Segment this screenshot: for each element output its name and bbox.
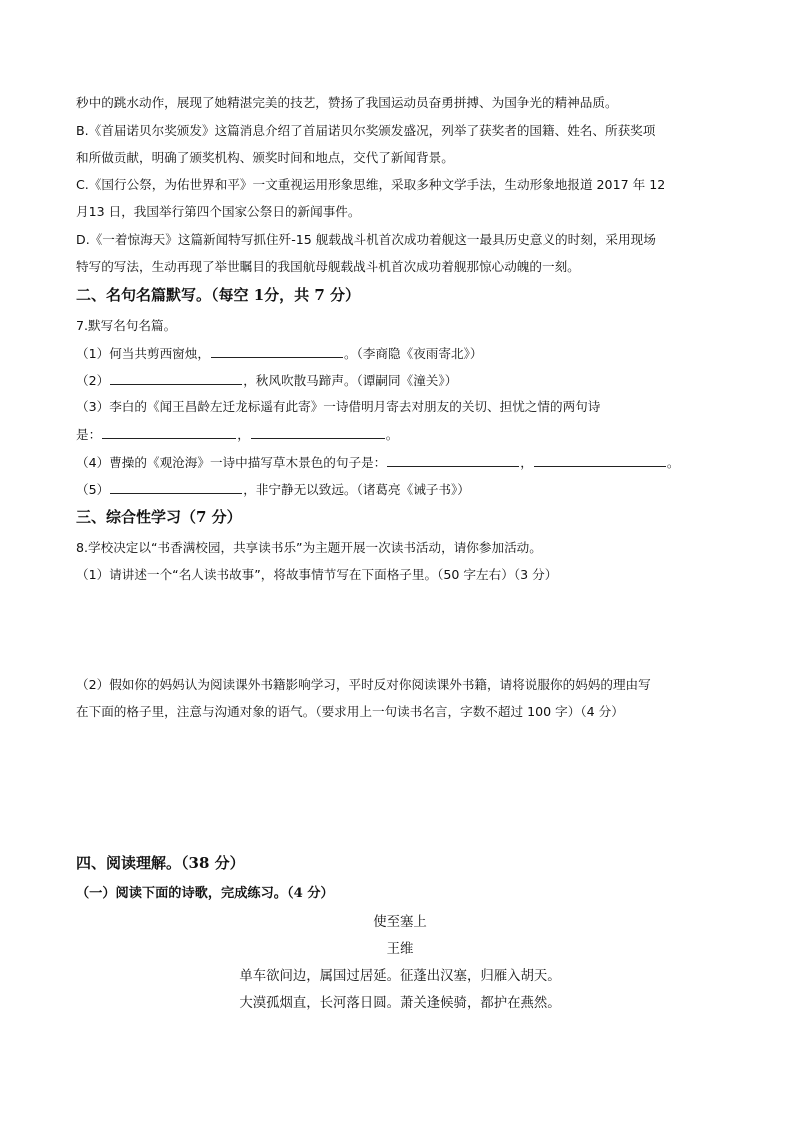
poem-author: 王维 (386, 942, 414, 957)
option-d-line1: D.《一着惊海天》这篇新闻特写抓住歼-15 舰载战斗机首次成功着舰这一最具历史意义的时刻，采用现场 (76, 232, 656, 247)
item-4-separator: ， (520, 455, 533, 470)
item-2 (76, 371, 457, 390)
item-2-prefix: （2） (76, 373, 110, 388)
section4-heading: 四、阅读理解。（38 分） (76, 854, 245, 872)
option-d-line2: 特写的写法，生动再现了举世瞩目的我国航母舰载战斗机首次成功着舰那惊心动魄的一刻。 (76, 259, 580, 274)
item-5 (76, 480, 470, 499)
item-3-prefix: 是： (76, 427, 102, 442)
item-1 (76, 344, 482, 363)
item-3-suffix: 。 (385, 427, 399, 442)
item-3-line1: （3）李白的《闻王昌龄左迁龙标遥有此寄》一诗借明月寄去对朋友的关切、担忧之情的两句诗 (76, 399, 601, 414)
reading-part1-heading: （一）阅读下面的诗歌，完成练习。（4 分） (76, 886, 334, 901)
section3-heading: 三、综合性学习（7 分） (76, 508, 242, 526)
question8-part2-line2: 在下面的格子里，注意与沟通对象的语气。（要求用上一句读书名言，字数不超过 100 字）（4 分） (76, 704, 624, 719)
poem-line: 单车欲问边，属国过居延。征蓬出汉塞，归雁入胡天。 (239, 969, 561, 984)
item-3-line2 (76, 425, 398, 444)
answer-blank[interactable] (211, 344, 343, 358)
option-b-line2: 和所做贡献，明确了颁奖机构、颁奖时间和地点，交代了新闻背景。 (76, 150, 454, 165)
item-5-prefix: （5） (76, 482, 110, 497)
question7-stem: 7.默写名句名篇。 (76, 318, 177, 333)
item-4-suffix: 。 (666, 455, 680, 470)
answer-blank[interactable] (110, 480, 242, 494)
option-b-line1: B.《首届诺贝尔奖颁发》这篇消息介绍了首届诺贝尔奖颁发盛况，列举了获奖者的国籍、姓名、所获奖项 (76, 123, 656, 138)
poem-title: 使至塞上 (373, 915, 427, 930)
answer-blank[interactable] (251, 425, 385, 439)
answer-blank[interactable] (102, 425, 236, 439)
answer-blank[interactable] (387, 453, 519, 467)
item-4-prefix: （4）曹操的《观沧海》一诗中描写草木景色的句子是： (76, 455, 387, 470)
section2-heading: 二、名句名篇默写。（每空 1分，共 7 分） (76, 286, 361, 304)
item-2-suffix: ，秋风吹散马蹄声。（谭嗣同《潼关》） (243, 373, 458, 388)
item-4 (76, 453, 679, 472)
question8-part2-line1: （2）假如你的妈妈认为阅读课外书籍影响学习，平时反对你阅读课外书籍，请将说服你的妈妈的理由写 (76, 677, 651, 692)
poem-line: 大漠孤烟直，长河落日圆。萧关逢候骑，都护在燕然。 (239, 996, 561, 1011)
answer-blank[interactable] (110, 371, 242, 385)
item-1-suffix: 。（李商隐《夜雨寄北》） (343, 346, 483, 361)
question8-stem: 8.学校决定以“书香满校园，共享读书乐”为主题开展一次读书活动，请你参加活动。 (76, 540, 542, 555)
option-a-continued: 秒中的跳水动作，展现了她精湛完美的技艺，赞扬了我国运动员奋勇拼搏、为国争光的精神品质。 (76, 95, 618, 110)
option-c-line1: C.《国行公祭，为佑世界和平》一文重视运用形象思维，采取多种文学手法，生动形象地报道 2017 年 12 (76, 177, 666, 192)
item-5-suffix: ，非宁静无以致远。（诸葛亮《诫子书》） (243, 482, 470, 497)
answer-blank[interactable] (534, 453, 666, 467)
item-3-separator: ， (237, 427, 250, 442)
item-1-prefix: （1）何当共剪西窗烛， (76, 346, 210, 361)
option-c-line2: 月13 日，我国举行第四个国家公祭日的新闻事件。 (76, 204, 361, 219)
question8-part1: （1）请讲述一个“名人读书故事”，将故事情节写在下面格子里。（50 字左右）（3 分） (76, 567, 558, 582)
